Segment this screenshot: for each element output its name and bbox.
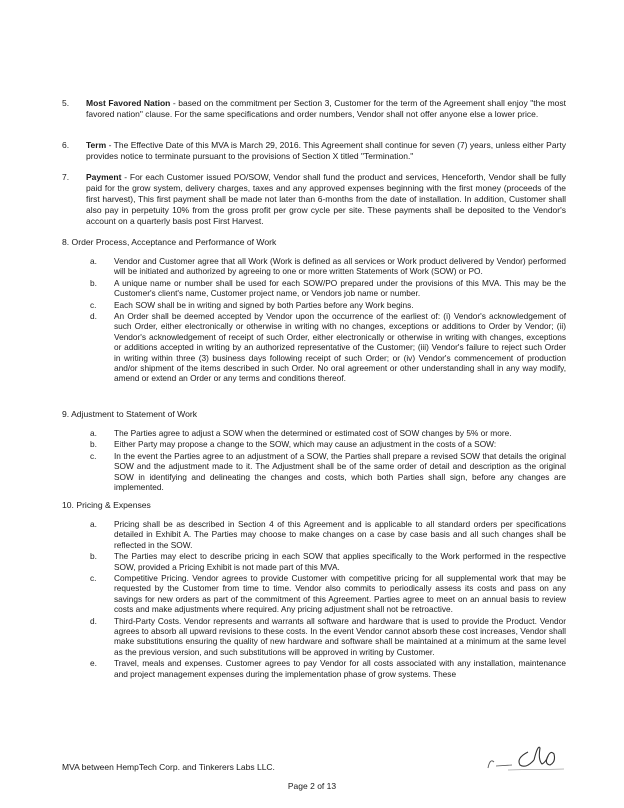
section-9-list	[90, 428, 566, 493]
item-text: The Parties agree to adjust a SOW when the determined or estimated cost of SOW changes by 5% or more.	[114, 428, 512, 438]
section-10-heading: 10. Pricing & Expenses	[62, 500, 151, 510]
item-letter: b.	[90, 277, 97, 288]
footer-agreement-name: MVA between HempTech Corp. and Tinkerers Labs LLC.	[62, 762, 275, 772]
signature-initials	[482, 738, 572, 774]
section-5	[62, 98, 566, 120]
section-6	[62, 140, 566, 162]
list-item	[90, 451, 566, 493]
section-8-heading: 8. Order Process, Acceptance and Performance of Work	[62, 237, 277, 247]
item-text: Vendor and Customer agree that all Work (Work is defined as all services or Work product delivered by Vendor) performed will be initiated and authorized by agreeing to one or more written Statements of Work (SOW) or PO.	[114, 256, 566, 277]
item-letter: c.	[90, 573, 97, 584]
list-item	[90, 256, 566, 277]
page-number: Page 2 of 13	[287, 781, 337, 791]
list-item	[90, 278, 566, 299]
item-text: The Parties may elect to describe pricing in each SOW that applies specifically to the Work performed in the respective SOW, provided a Pricing Exhibit is not made part of this MVA.	[114, 551, 566, 572]
item-letter: c.	[90, 299, 97, 310]
section-text: - based on the commitment per Section 3, Customer for the term of the Agreement shall enjoy "the most favored nation" clause. For the same specifications and order numbers, Vendor shall not offer anyone else a lower price.	[86, 98, 567, 119]
item-text: An Order shall be deemed accepted by Vendor upon the occurrence of the earliest of: (i) Vendor's acknowledgement of such Order, either electronically or otherwise in writing with no changes, exceptions or additions to Order by Vendor; (ii) Vendor's acknowledgement of receipt of such Order, either electronically or otherwise in writing with changes, exceptions or additions accepted in writing by an authorized representative of the Customer; (iii) Vendor's failure to reject such Order in writing within three (3) business days following receipt of such Order; or (iv) Vendor's commencement of production and/or shipment of the items described in such Order. No oral agreement or other understanding shall in any way modify, amend or extend an Order or any terms and conditions thereof.	[114, 311, 566, 384]
list-item	[90, 428, 566, 438]
item-letter: a.	[90, 519, 97, 529]
section-10-list	[90, 519, 566, 680]
item-letter: d.	[90, 311, 97, 322]
list-item	[90, 300, 566, 310]
item-text: Each SOW shall be in writing and signed by both Parties before any Work begins.	[114, 299, 414, 310]
section-title: Most Favored Nation	[86, 98, 171, 108]
list-item	[90, 439, 566, 449]
item-text: Third-Party Costs. Vendor represents and warrants all software and hardware that is used to provide the Product. Vendor agrees to absorb all upward revisions to these costs. In the event Vendor cannot absorb these cost increases, Vendor shall make substitutions ensuring the quality of new hardware and software shall be maintained at a minimum at the same level as the previous version, and such substitutions will be approved in writing by Customer.	[114, 615, 566, 657]
section-text: - The Effective Date of this MVA is March 29, 2016. This Agreement shall continue for seven (7) years, unless either Party provides notice to terminate pursuant to the provisions of Section X titled "Termination."	[86, 140, 566, 161]
list-item	[90, 519, 566, 550]
section-number: 6.	[62, 140, 70, 150]
section-9-heading: 9. Adjustment to Statement of Work	[62, 409, 198, 419]
list-item	[90, 616, 566, 658]
item-letter: a.	[90, 256, 97, 266]
section-title: Payment	[86, 172, 122, 182]
item-text: In the event the Parties agree to an adjustment of a SOW, the Parties shall prepare a revised SOW that details the original SOW and the adjustment made to it. The Adjustment shall be of the same order of detail and description as the original SOW in identifying and delineating the changes and costs, which both Parties shall sign, before any changes are implemented.	[114, 450, 566, 493]
item-letter: b.	[90, 551, 97, 562]
item-letter: c.	[90, 450, 97, 461]
section-text: - For each Customer issued PO/SOW, Vendor shall fund the product and services, Henceforth, Vendor shall be fully paid for the grow system, delivery charges, taxes and any approved expenses beginning with the first money (proceeds of the first harvest), This first payment shall be made not later than 6-months from the date of installation. In addition, Customer shall also pay in perpetuity 10% from the gross profit per grow cycle per site. These payments shall be deposited to the Vendor's account on a quarterly basis post First Harvest.	[86, 172, 566, 226]
item-text: Competitive Pricing. Vendor agrees to provide Customer with competitive pricing for all supplemental work that may be requested by the Customer from time to time. Vendor also commits to periodically assess its costs and pass on any savings for new orders as part of the commitment of this Agreement. Parties agree to meet on an annual basis to review costs and make adjustments where required. Any pricing adjustment shall not be retroactive.	[114, 573, 566, 615]
list-item	[90, 551, 566, 572]
item-letter: b.	[90, 439, 97, 450]
item-text: Travel, meals and expenses. Customer agrees to pay Vendor for all costs associated with any installation, maintenance and project management expenses during the implementation phase of grow systems. These	[114, 658, 566, 679]
list-item	[90, 658, 566, 679]
item-text: A unique name or number shall be used for each SOW/PO prepared under the provisions of this MVA. This may be the Customer's client's name, Customer project name, or Vendors job name or number.	[114, 277, 566, 299]
list-item	[90, 573, 566, 615]
section-number: 5.	[62, 98, 70, 108]
section-8-list	[90, 256, 566, 385]
item-letter: d.	[90, 615, 97, 626]
item-text: Either Party may propose a change to the SOW, which may cause an adjustment in the costs of a SOW:	[114, 439, 497, 450]
section-number: 7.	[62, 172, 70, 182]
section-7	[62, 172, 566, 227]
item-letter: e.	[90, 658, 97, 669]
item-text: Pricing shall be as described in Section 4 of this Agreement and is applicable to all standard orders per specifications detailed in Exhibit A. The Parties may choose to make changes on a case by case basis and all such changes shall be reflected in the SOW.	[114, 519, 566, 550]
section-title: Term	[86, 140, 107, 150]
list-item	[90, 311, 566, 384]
item-letter: a.	[90, 428, 97, 438]
